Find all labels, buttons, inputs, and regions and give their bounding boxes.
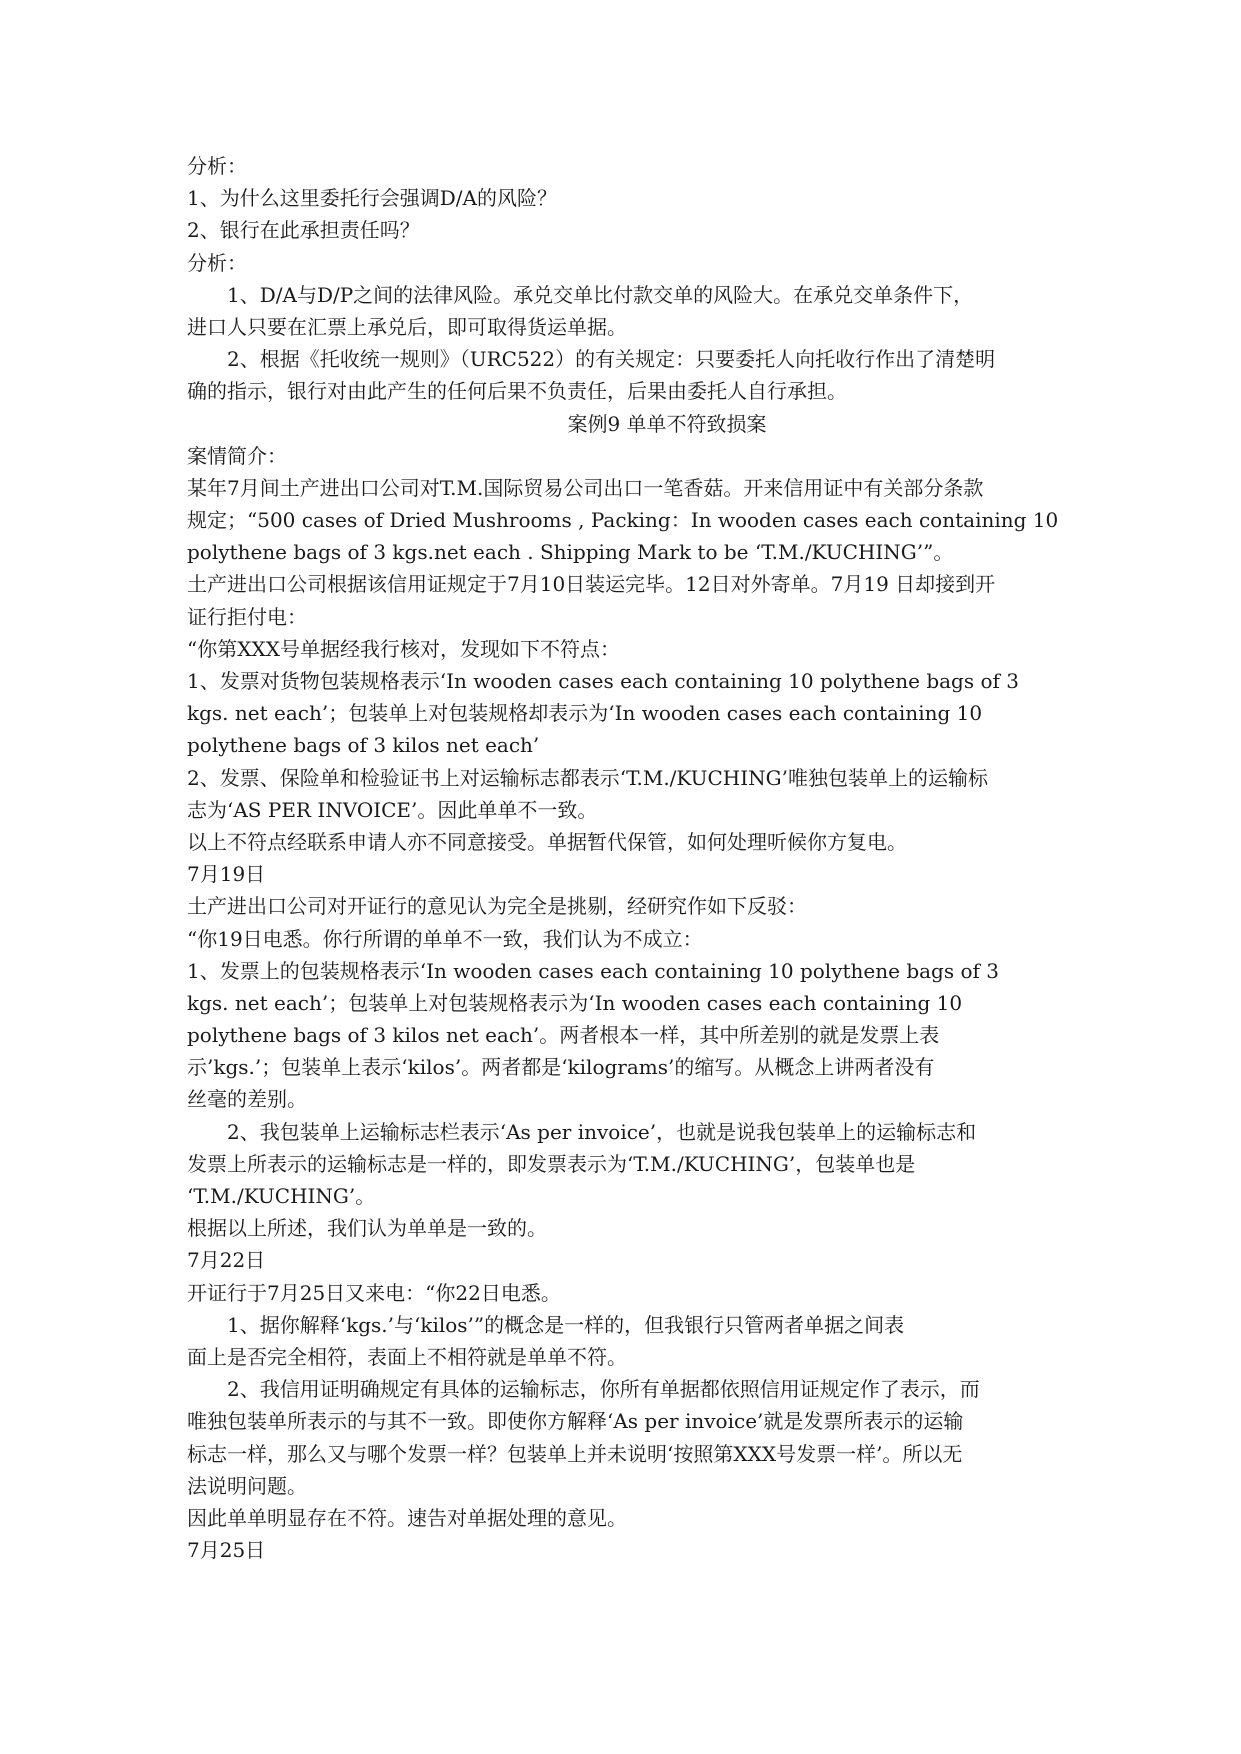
text-line: 分析： — [187, 154, 247, 178]
text-line: 2、发票、保险单和检验证书上对运输标志都表示‘T.M./KUCHING’唯独包装单上的运输标 — [187, 765, 988, 790]
text-line: 发票上所表示的运输标志是一样的，即发票表示为‘T.M./KUCHING’，包装单也是 — [187, 1151, 916, 1176]
text-line: 法说明问题。 — [187, 1473, 307, 1498]
text-line: 进口人只要在汇票上承兑后，即可取得货运单据。 — [187, 314, 627, 339]
text-line: polythene bags of 3 kilos net each’ — [187, 733, 540, 758]
text-line: 1、为什么这里委托行会强调D/A的风险？ — [187, 186, 557, 211]
text-line: 2、我包装单上运输标志栏表示‘As per invoice’，也就是说我包装单上的运输标志和 — [227, 1119, 977, 1144]
text-line: 示’kgs.’；包装单上表示‘kilos’。两者都是‘kilograms’的缩写。从概念上讲两者没有 — [187, 1055, 935, 1080]
text-line: 标志一样，那么又与哪个发票一样？包装单上并未说明‘按照第XXX号发票一样’。所以无 — [187, 1441, 963, 1466]
text-line: 因此单单明显存在不符。速告对单据处理的意见。 — [187, 1505, 627, 1530]
text-line: 规定；“500 cases of Dried Mushrooms , Packing：In wooden cases each containing 10 — [187, 508, 1059, 533]
text-line: polythene bags of 3 kgs.net each . Shipping Mark to be ‘T.M./KUCHING’”。 — [187, 540, 954, 565]
text-line: 1、D/A与D/P之间的法律风险。承兑交单比付款交单的风险大。在承兑交单条件下， — [227, 282, 974, 307]
text-line: 开证行于7月25日又来电：“你22日电悉。 — [187, 1280, 561, 1305]
text-line: 某年7月间土产进出口公司对T.M.国际贸易公司出口一笔香菇。开来信用证中有关部分条款 — [187, 475, 984, 500]
text-line: 1、发票上的包装规格表示‘In wooden cases each containing 10 polythene bags of 3 — [187, 958, 999, 983]
text-line: 土产进出口公司对开证行的意见认为完全是挑剔，经研究作如下反驳： — [187, 894, 807, 919]
date-line: 7月22日 — [187, 1248, 266, 1273]
document-body — [187, 150, 1087, 1566]
text-line: polythene bags of 3 kilos net each’。两者根本一样，其中所差别的就是发票上表 — [187, 1023, 940, 1048]
text-line: 面上是否完全相符，表面上不相符就是单单不符。 — [187, 1344, 627, 1369]
text-line: 丝毫的差别。 — [187, 1087, 307, 1112]
case-title: 案例9 单单不符致损案 — [567, 411, 767, 436]
text-line: kgs. net each’；包装单上对包装规格却表示为‘In wooden cases each containing 10 — [187, 701, 983, 726]
date-line: 7月19日 — [187, 862, 266, 887]
text-line: 志为‘AS PER INVOICE’。因此单单不一致。 — [187, 797, 598, 822]
text-line: 2、我信用证明确规定有具体的运输标志，你所有单据都依照信用证规定作了表示，而 — [227, 1377, 980, 1402]
text-line: 2、根据《托收统一规则》（URC522）的有关规定：只要委托人向托收行作出了清楚明 — [227, 347, 996, 372]
text-line: 1、发票对货物包装规格表示‘In wooden cases each containing 10 polythene bags of 3 — [187, 669, 1019, 693]
text-line: ‘T.M./KUCHING’。 — [187, 1184, 376, 1208]
text-line: 案情简介： — [187, 443, 287, 468]
text-line: 唯独包装单所表示的与其不一致。即使你方解释‘As per invoice’就是发票所表示的运输 — [187, 1409, 964, 1434]
text-line: “你第XXX号单据经我行核对，发现如下不符点： — [187, 636, 620, 661]
text-line: kgs. net each’；包装单上对包装规格表示为‘In wooden cases each containing 10 — [187, 990, 963, 1015]
text-line: 以上不符点经联系申请人亦不同意接受。单据暂代保管，如何处理听候你方复电。 — [187, 829, 907, 854]
text-line: 根据以上所述，我们认为单单是一致的。 — [187, 1216, 547, 1241]
text-line: 确的指示，银行对由此产生的任何后果不负责任，后果由委托人自行承担。 — [187, 379, 847, 404]
text-line: 分析： — [187, 250, 247, 275]
text-line: 2、银行在此承担责任吗？ — [187, 218, 420, 243]
text-line: “你19日电悉。你行所谓的单单不一致，我们认为不成立： — [187, 926, 703, 951]
text-line: 1、据你解释‘kgs.’与‘kilos’”的概念是一样的，但我银行只管两者单据之间表 — [227, 1312, 905, 1337]
date-line: 7月25日 — [187, 1538, 266, 1563]
text-line: 土产进出口公司根据该信用证规定于7月10日装运完毕。12日对外寄单。7月19 日却接到开 — [187, 572, 996, 597]
text-line: 证行拒付电： — [187, 604, 307, 629]
